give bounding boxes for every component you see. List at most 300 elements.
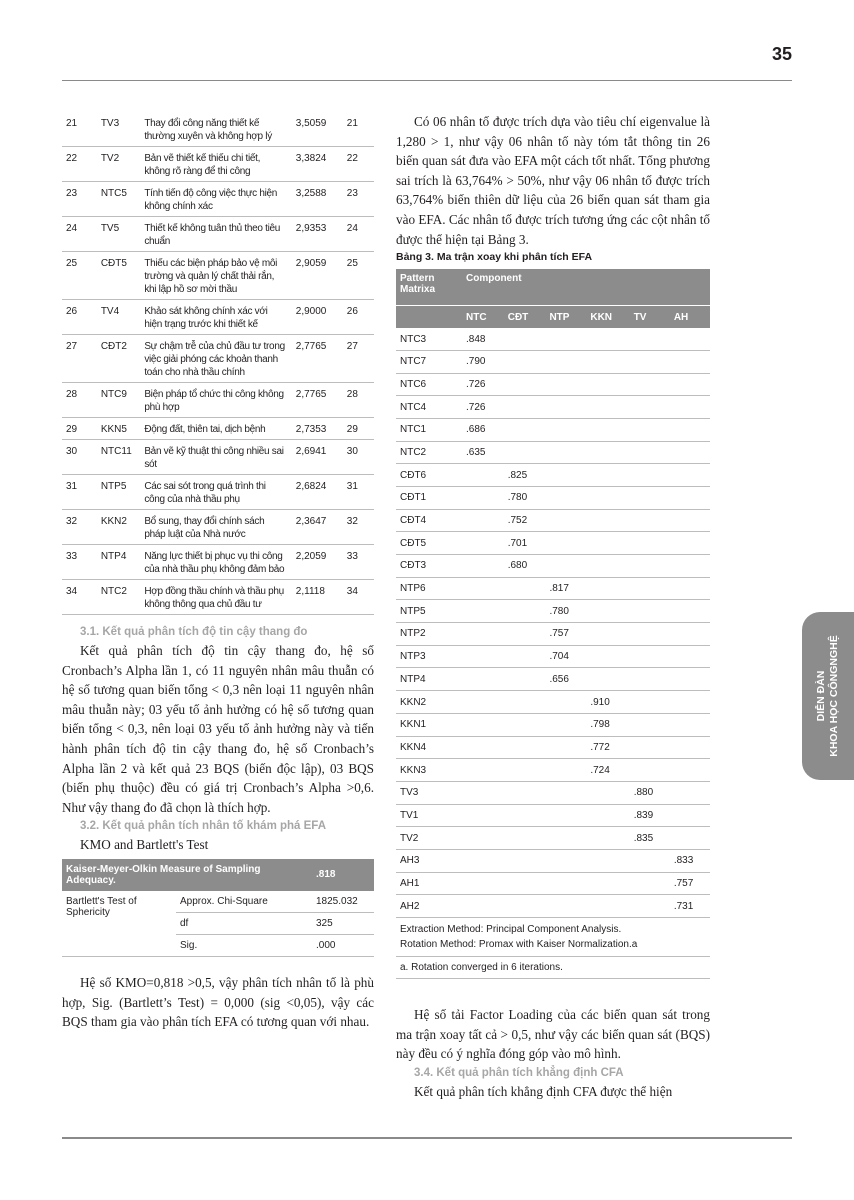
table-row [396, 623, 710, 646]
loading-cell [586, 532, 629, 555]
table-row [396, 804, 710, 827]
rank-row-number: 25 [66, 258, 78, 269]
table-row [62, 300, 374, 335]
variable-label: CĐT3 [396, 555, 462, 578]
loading-cell: .726 [462, 373, 504, 396]
rank-row-code: NTC11 [100, 446, 132, 457]
efa-table-caption: Bảng 3. Ma trận xoay khi phân tích EFA [396, 251, 593, 264]
loading-cell [586, 464, 629, 487]
loading-cell [586, 577, 629, 600]
variable-label: NTC7 [396, 350, 462, 373]
rank-row-rank: 22 [346, 153, 358, 164]
loading-cell [504, 396, 546, 419]
loading-cell: .701 [504, 532, 546, 555]
loading-cell [545, 532, 586, 555]
rank-row-description: Hợp đồng thầu chính và thầu phụ không thông qua chủ đầu tư [144, 586, 284, 610]
table-row [62, 510, 374, 545]
component-column-header: KKN [586, 306, 629, 328]
loading-cell [504, 668, 546, 691]
loading-cell [545, 464, 586, 487]
table-row [62, 383, 374, 418]
rank-row-description: Bản vẽ thiết kế thiếu chi tiết, không rõ ràng để thi công [144, 153, 261, 177]
rank-row-rank: 25 [346, 258, 358, 269]
table-row [396, 328, 710, 350]
loading-cell [586, 350, 629, 373]
loading-cell [586, 373, 629, 396]
loading-cell [462, 486, 504, 509]
table-row [62, 580, 374, 615]
variable-label: TV2 [396, 827, 462, 850]
loading-cell [504, 577, 546, 600]
table-row [396, 849, 710, 872]
loading-cell [462, 713, 504, 736]
rank-row-description: Thiếu các biện pháp bảo vệ môi trường và quản lý chất thải rắn, khi lập hồ sơ mời thầu [144, 258, 278, 295]
variable-label: CĐT6 [396, 464, 462, 487]
loading-cell [462, 827, 504, 850]
loading-cell: .704 [545, 645, 586, 668]
loading-cell [462, 895, 504, 918]
loading-cell [504, 600, 546, 623]
loading-cell [545, 509, 586, 532]
loading-cell [670, 441, 710, 464]
loading-cell [504, 373, 546, 396]
variable-label: NTC4 [396, 396, 462, 419]
rank-row-description: Biện pháp tổ chức thi công không phù hợp [144, 389, 284, 413]
loading-cell [670, 668, 710, 691]
rank-row-mean: 2,6824 [295, 481, 327, 492]
header-rule [62, 80, 792, 81]
loading-cell [504, 691, 546, 714]
rank-row-code: CĐT2 [100, 341, 127, 352]
loading-cell [545, 396, 586, 419]
loading-cell [670, 532, 710, 555]
variable-label: KKN3 [396, 759, 462, 782]
loading-cell [630, 895, 670, 918]
table-row [62, 217, 374, 252]
section-heading-3-2: 3.2. Kết quả phân tích nhân tố khám phá EFA [80, 820, 327, 833]
loading-cell [586, 418, 629, 441]
page-number: 35 [771, 44, 792, 64]
table-row [396, 509, 710, 532]
kmo-paragraph: Hệ số KMO=0,818 >0,5, vậy phân tích nhân tố là phù hợp, Sig. (Bartlett’s Test) = 0,000 (sig <0,05), vậy các BQS tham gia vào phân tích EFA có tương quan với nhau. [62, 974, 374, 1030]
table-row [396, 418, 710, 441]
loading-cell [462, 849, 504, 872]
loading-cell: .833 [670, 849, 710, 872]
bartlett-label: Bartlett's Test of Sphericity [62, 891, 176, 957]
loading-cell [670, 373, 710, 396]
loading-cell [504, 736, 546, 759]
table-row [62, 147, 374, 182]
extraction-method-note: Extraction Method: Principal Component Analysis. [400, 924, 622, 936]
table-row [62, 475, 374, 510]
rank-row-mean: 2,6941 [295, 446, 327, 457]
rotation-footnote: a. Rotation converged in 6 iterations. [396, 957, 710, 979]
loading-cell: .798 [586, 713, 629, 736]
rank-row-rank: 31 [346, 481, 358, 492]
rank-row-mean: 2,7765 [295, 389, 327, 400]
table-row [396, 373, 710, 396]
loading-cell [670, 509, 710, 532]
variable-label: NTP6 [396, 577, 462, 600]
bartlett-row-label: Approx. Chi-Square [176, 891, 312, 913]
loading-cell: .780 [545, 600, 586, 623]
factor-loading-paragraph: Hệ số tải Factor Loading của các biến quan sát trong ma trận xoay tất cả > 0,5, như vậy các biến quan sát (BQS) này đều có ý nghĩa đóng góp vào mô hình. [396, 1007, 710, 1062]
loading-cell [630, 555, 670, 578]
side-section-tab [802, 612, 854, 780]
table-row [62, 440, 374, 475]
loading-cell: .656 [545, 668, 586, 691]
rank-row-rank: 32 [346, 516, 358, 527]
table-row [396, 555, 710, 578]
rank-row-description: Sự chậm trễ của chủ đầu tư trong việc giải phóng các khoản thanh toán cho nhà thầu chính [144, 341, 285, 378]
variable-label: NTC1 [396, 418, 462, 441]
side-tab-line1: DIỄN ĐÀN [815, 670, 827, 722]
loading-cell [586, 804, 629, 827]
efa-pattern-matrix [396, 269, 710, 918]
loading-cell [462, 872, 504, 895]
loading-cell [586, 645, 629, 668]
table-row [62, 335, 374, 383]
loading-cell [630, 328, 670, 350]
bartlett-row-value: 325 [312, 912, 374, 934]
loading-cell [545, 827, 586, 850]
left-column [62, 112, 374, 1032]
loading-cell [504, 645, 546, 668]
rank-row-number: 24 [66, 223, 78, 234]
loading-cell [545, 872, 586, 895]
loading-cell [504, 895, 546, 918]
loading-cell [504, 804, 546, 827]
rank-row-description: Thiết kế không tuân thủ theo tiêu chuẩn [144, 223, 281, 247]
rank-row-mean: 2,3647 [295, 516, 327, 527]
kmo-table-title: KMO and Bartlett's Test [80, 837, 209, 853]
bartlett-row-value: 1825.032 [312, 891, 374, 913]
variable-label: AH2 [396, 895, 462, 918]
variable-label: NTC3 [396, 328, 462, 350]
variable-label: NTC6 [396, 373, 462, 396]
rank-row-code: NTC5 [100, 188, 127, 199]
variable-label: TV1 [396, 804, 462, 827]
footer-rule [62, 1137, 792, 1139]
reliability-paragraph: Kết quả phân tích độ tin cậy thang đo, hệ số Cronbach’s Alpha lần 1, có 11 nguyên nhân mâu thuẫn có hệ số tương quan biến tổng < 0,3 nên loại 11 nguyên nhân mâu thuẫn này; 03 yếu tố ảnh hưởng có hệ số tương quan biến tổng < 0,3, nên loại 03 yếu tố ảnh hưởng này và tiến hành phân tích độ tin cậy thang đo, hệ số Cronbach’s Alpha lần 2 và kết quả 23 BQS (biến độc lập), 03 BQS (biến phụ thuộc) đều có giá trị Cronbach’s Alpha >0,6. Như vậy thang đo đã chọn là thích hợp. [62, 643, 374, 815]
loading-cell [462, 464, 504, 487]
rank-row-rank: 29 [346, 424, 358, 435]
right-column [396, 112, 710, 1101]
loading-cell [630, 600, 670, 623]
loading-cell: .848 [462, 328, 504, 350]
rank-row-rank: 26 [346, 306, 358, 317]
loading-cell [462, 668, 504, 691]
loading-cell [670, 781, 710, 804]
loading-cell [630, 486, 670, 509]
rank-row-mean: 3,5059 [295, 118, 327, 129]
loading-cell [545, 418, 586, 441]
loading-cell: .635 [462, 441, 504, 464]
loading-cell [586, 509, 629, 532]
rank-row-number: 34 [66, 586, 78, 597]
rotation-method-note: Rotation Method: Promax with Kaiser Normalization.a [400, 939, 638, 951]
loading-cell [462, 736, 504, 759]
loading-cell [586, 600, 629, 623]
rank-row-code: NTP5 [100, 481, 127, 492]
loading-cell [504, 781, 546, 804]
loading-cell [586, 872, 629, 895]
ranking-table [62, 112, 374, 615]
rank-row-code: TV2 [100, 153, 120, 164]
loading-cell [670, 600, 710, 623]
kmo-label: Kaiser-Meyer-Olkin Measure of Sampling Adequacy. [62, 859, 312, 891]
loading-cell [670, 759, 710, 782]
table-row [396, 441, 710, 464]
rank-row-number: 21 [66, 118, 78, 129]
table-row [396, 350, 710, 373]
loading-cell [586, 849, 629, 872]
loading-cell [670, 418, 710, 441]
loading-cell [545, 781, 586, 804]
loading-cell [586, 827, 629, 850]
rank-row-rank: 21 [346, 118, 358, 129]
variable-label: AH1 [396, 872, 462, 895]
rank-row-mean: 2,1118 [295, 586, 325, 597]
section-heading-3-1: 3.1. Kết quả phân tích độ tin cậy thang đo [80, 626, 308, 638]
rank-row-mean: 2,9000 [295, 306, 327, 317]
rank-row-mean: 2,9353 [295, 223, 327, 234]
column-header-blank [396, 306, 462, 328]
rank-row-number: 32 [66, 516, 78, 527]
loading-cell: .731 [670, 895, 710, 918]
component-column-header: AH [670, 306, 710, 328]
table-row [396, 532, 710, 555]
loading-cell: .825 [504, 464, 546, 487]
loading-cell [504, 623, 546, 646]
loading-cell [462, 645, 504, 668]
loading-cell: .686 [462, 418, 504, 441]
loading-cell [545, 759, 586, 782]
loading-cell [630, 577, 670, 600]
loading-cell [462, 623, 504, 646]
rank-row-code: CĐT5 [100, 258, 127, 269]
side-tab-line2: KHOA HỌC CÔNGNGHỆ [828, 635, 840, 757]
loading-cell: .680 [504, 555, 546, 578]
loading-cell [586, 668, 629, 691]
loading-cell [462, 555, 504, 578]
loading-cell [630, 849, 670, 872]
rank-row-code: KKN2 [100, 516, 127, 527]
table-row [396, 691, 710, 714]
loading-cell [462, 600, 504, 623]
rank-row-number: 22 [66, 153, 78, 164]
rank-row-description: Các sai sót trong quá trình thi công của nhà thầu phụ [144, 481, 266, 505]
loading-cell [630, 645, 670, 668]
rank-row-number: 28 [66, 389, 78, 400]
loading-cell [630, 441, 670, 464]
loading-cell [462, 759, 504, 782]
loading-cell [670, 555, 710, 578]
table-row [62, 545, 374, 580]
loading-cell [586, 441, 629, 464]
loading-cell [462, 577, 504, 600]
table-row [396, 577, 710, 600]
rank-row-number: 26 [66, 306, 78, 317]
loading-cell [630, 623, 670, 646]
loading-cell [670, 396, 710, 419]
table-row [396, 872, 710, 895]
loading-cell: .757 [545, 623, 586, 646]
loading-cell [545, 691, 586, 714]
rank-row-rank: 33 [346, 551, 358, 562]
rank-row-mean: 3,2588 [295, 188, 327, 199]
rank-row-description: Khảo sát không chính xác với hiện trạng trước khi thiết kế [144, 306, 268, 330]
variable-label: KKN2 [396, 691, 462, 714]
table-row [396, 600, 710, 623]
loading-cell [504, 328, 546, 350]
variable-label: NTP2 [396, 623, 462, 646]
loading-cell [545, 804, 586, 827]
loading-cell: .790 [462, 350, 504, 373]
loading-cell [504, 441, 546, 464]
rank-row-number: 31 [66, 481, 78, 492]
rank-row-code: TV4 [100, 306, 120, 317]
loading-cell [586, 623, 629, 646]
loading-cell [504, 713, 546, 736]
rank-row-rank: 28 [346, 389, 358, 400]
rank-row-mean: 2,7353 [295, 424, 327, 435]
rank-row-description: Năng lực thiết bị phục vụ thi công của nhà thầu phụ không đảm bảo [144, 551, 285, 575]
loading-cell [630, 759, 670, 782]
rank-row-rank: 27 [346, 341, 358, 352]
table-row [396, 781, 710, 804]
loading-cell: .835 [630, 827, 670, 850]
loading-cell [545, 736, 586, 759]
rank-row-code: NTC2 [100, 586, 127, 597]
table-row [396, 827, 710, 850]
loading-cell [586, 486, 629, 509]
loading-cell [630, 509, 670, 532]
loading-cell [586, 555, 629, 578]
loading-cell [504, 872, 546, 895]
loading-cell [462, 532, 504, 555]
loading-cell [545, 895, 586, 918]
table-row [396, 895, 710, 918]
loading-cell [670, 486, 710, 509]
rank-row-number: 29 [66, 424, 78, 435]
loading-cell [630, 736, 670, 759]
kmo-value: .818 [312, 859, 374, 891]
rank-row-number: 27 [66, 341, 78, 352]
table-row [396, 713, 710, 736]
table-row [396, 645, 710, 668]
loading-cell [630, 691, 670, 714]
variable-label: CĐT1 [396, 486, 462, 509]
variable-label: KKN4 [396, 736, 462, 759]
loading-cell [504, 759, 546, 782]
loading-cell [586, 895, 629, 918]
rank-row-rank: 23 [346, 188, 358, 199]
component-column-header: TV [630, 306, 670, 328]
loading-cell: .817 [545, 577, 586, 600]
rank-row-description: Bản vẽ kỹ thuật thi công nhiều sai sót [144, 446, 284, 470]
loading-cell [630, 668, 670, 691]
loading-cell: .726 [462, 396, 504, 419]
loading-cell [670, 827, 710, 850]
loading-cell [504, 827, 546, 850]
loading-cell [545, 555, 586, 578]
rank-row-description: Tính tiến độ công việc thực hiện không chính xác [144, 188, 278, 212]
loading-cell [670, 804, 710, 827]
loading-cell: .752 [504, 509, 546, 532]
table-row [396, 759, 710, 782]
table-row [396, 464, 710, 487]
variable-label: NTP4 [396, 668, 462, 691]
variable-label: KKN1 [396, 713, 462, 736]
variable-label: CĐT5 [396, 532, 462, 555]
variable-label: AH3 [396, 849, 462, 872]
loading-cell [670, 350, 710, 373]
loading-cell [630, 872, 670, 895]
loading-cell: .910 [586, 691, 629, 714]
loading-cell [545, 328, 586, 350]
loading-cell [545, 441, 586, 464]
loading-cell [504, 849, 546, 872]
variable-label: CĐT4 [396, 509, 462, 532]
loading-cell: .772 [586, 736, 629, 759]
table-row [62, 112, 374, 147]
rank-row-mean: 3,3824 [295, 153, 327, 164]
loading-cell [545, 849, 586, 872]
loading-cell [504, 350, 546, 373]
loading-cell [586, 328, 629, 350]
loading-cell: .724 [586, 759, 629, 782]
rank-row-number: 33 [66, 551, 78, 562]
table-row [62, 418, 374, 440]
rank-row-rank: 24 [346, 223, 358, 234]
component-column-header: NTC [462, 306, 504, 328]
loading-cell [462, 691, 504, 714]
loading-cell [462, 804, 504, 827]
loading-cell [670, 713, 710, 736]
table-row [62, 252, 374, 300]
loading-cell: .880 [630, 781, 670, 804]
kmo-table [62, 859, 374, 957]
table-row [396, 486, 710, 509]
section-heading-3-4: 3.4. Kết quả phân tích khẳng định CFA [414, 1066, 624, 1079]
component-label: Component [462, 269, 710, 305]
variable-label: TV3 [396, 781, 462, 804]
loading-cell [630, 713, 670, 736]
loading-cell [630, 396, 670, 419]
loading-cell [670, 736, 710, 759]
loading-cell [670, 691, 710, 714]
variable-label: NTC2 [396, 441, 462, 464]
rank-row-number: 30 [66, 446, 78, 457]
component-column-header: NTP [545, 306, 586, 328]
loading-cell [586, 781, 629, 804]
rank-row-description: Thay đổi công năng thiết kế thường xuyên và không hợp lý [144, 118, 272, 142]
table-row [396, 668, 710, 691]
table-row [396, 396, 710, 419]
loading-cell: .780 [504, 486, 546, 509]
loading-cell [670, 577, 710, 600]
loading-cell [670, 623, 710, 646]
rank-row-number: 23 [66, 188, 78, 199]
loading-cell [545, 486, 586, 509]
rank-row-code: NTP4 [100, 551, 127, 562]
loading-cell [630, 532, 670, 555]
side-tab-label [815, 635, 841, 757]
rank-row-rank: 34 [346, 586, 358, 597]
loading-cell [462, 781, 504, 804]
variable-label: NTP5 [396, 600, 462, 623]
